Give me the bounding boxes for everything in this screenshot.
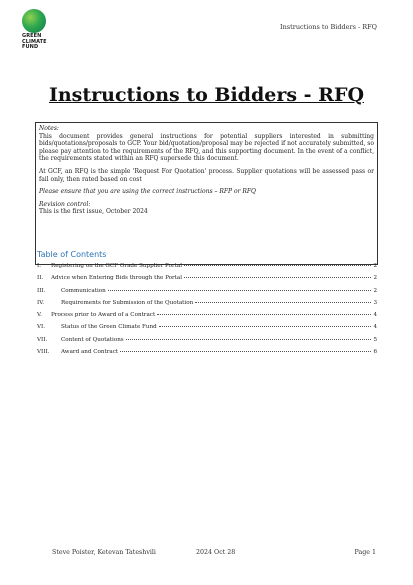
toc-number: VIII. xyxy=(37,349,50,356)
toc-title: Process prior to Award of a Contract xyxy=(51,312,156,319)
toc-leader xyxy=(120,351,371,352)
table-of-contents xyxy=(37,263,377,361)
toc-page: 2 xyxy=(373,275,377,282)
revision-text: This is the first issue, October 2024 xyxy=(39,208,148,216)
logo-line: FUND xyxy=(22,44,39,51)
toc-title: Registering on the GCF Orade Supplier Portal xyxy=(51,263,182,269)
toc-entry[interactable] xyxy=(37,312,377,324)
logo-line: GREEN xyxy=(22,33,42,39)
toc-page: 2 xyxy=(373,263,377,269)
notes-box xyxy=(35,122,378,265)
toc-page: 3 xyxy=(373,299,377,306)
toc-leader xyxy=(108,290,372,291)
document-title: Instructions to Bidders - RFQ xyxy=(48,84,364,106)
footer-page-number: Page 1 xyxy=(354,549,376,556)
footer-date: 2024 Oct 28 xyxy=(196,549,236,556)
footer-authors: Steve Poister, Ketevan Tateshvili xyxy=(52,549,156,556)
toc-page: 4 xyxy=(373,312,377,319)
revision-label: Revision control: xyxy=(39,200,91,208)
toc-entry[interactable] xyxy=(37,337,377,349)
notes-paragraph: This document provides general instructions for potential suppliers interested in submitting bids/quotations/proposals to GCP. Your bid/quotation/proposal may be rejected if not accurately submitted, so please pay attention to the requirements of the RFQ, and this supporting document. In the event of a conflict, the requirements stated within an RFQ supersede this document. xyxy=(39,132,374,163)
running-header: Instructions to Bidders - RFQ xyxy=(280,23,377,31)
toc-leader xyxy=(126,339,372,340)
notes-label: Notes: xyxy=(39,125,59,132)
notes-paragraph: At GCF, an RFQ is the simple 'Request For Quotation' process. Supplier quotations will be assessed pass or fail only, then rated based on cost xyxy=(39,167,374,183)
toc-number: VI. xyxy=(37,324,46,331)
toc-number: VII. xyxy=(37,336,48,343)
globe-logo-icon xyxy=(22,9,46,33)
toc-page: 4 xyxy=(373,324,377,331)
toc-leader xyxy=(195,302,371,303)
toc-number: III. xyxy=(37,287,46,294)
toc-page: 5 xyxy=(373,336,377,343)
toc-number: V. xyxy=(37,312,42,319)
toc-number: I. xyxy=(37,263,41,269)
toc-title: Content of Quotations xyxy=(61,336,124,343)
toc-entry[interactable] xyxy=(37,324,377,336)
toc-entry[interactable] xyxy=(37,275,377,287)
logo-line: CLIMATE xyxy=(22,38,47,45)
toc-title: Requirements for Submission of the Quotation xyxy=(61,299,194,306)
toc-leader xyxy=(184,265,371,266)
toc-page: 2 xyxy=(373,287,377,294)
toc-title: Communication xyxy=(61,287,106,294)
toc-number: II. xyxy=(37,275,44,282)
toc-page: 6 xyxy=(373,349,377,356)
toc-title: Award and Contract xyxy=(61,349,119,356)
toc-number: IV. xyxy=(37,299,45,306)
toc-entry[interactable] xyxy=(37,349,377,361)
toc-leader xyxy=(159,326,372,327)
toc-entry[interactable] xyxy=(37,263,377,275)
toc-title: Advice when Entering Bids through the Portal xyxy=(51,275,183,282)
toc-entry[interactable] xyxy=(37,288,377,300)
notes-instruction: Please ensure that you are using the correct instructions – RFP or RFQ xyxy=(39,188,256,196)
toc-heading: Table of Contents xyxy=(37,250,107,259)
toc-entry[interactable] xyxy=(37,300,377,312)
gcf-logo xyxy=(22,9,82,51)
toc-title: Status of the Green Climate Fund xyxy=(61,324,157,331)
toc-leader xyxy=(157,314,371,315)
logo-wordmark xyxy=(22,34,82,51)
toc-leader xyxy=(184,277,371,278)
